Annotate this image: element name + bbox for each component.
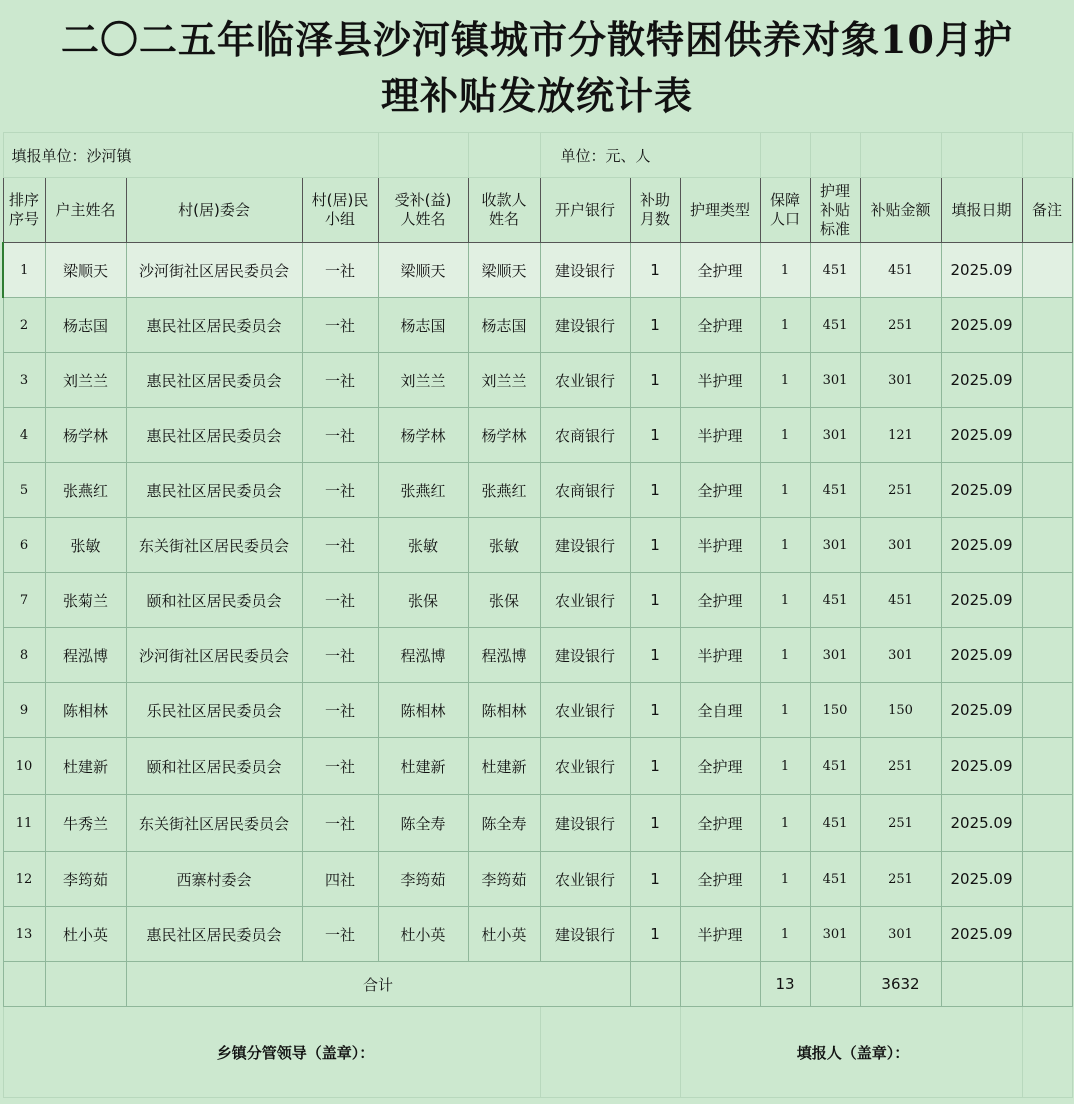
cell-bank[interactable]: 建设银行 (540, 298, 630, 353)
header-amount[interactable]: 补贴金额 (860, 178, 941, 243)
cell-bank[interactable]: 农商银行 (540, 463, 630, 518)
cell-beneficiary[interactable]: 张保 (378, 573, 468, 628)
header-payee[interactable]: 收款人 姓名 (468, 178, 540, 243)
cell-amount[interactable]: 451 (860, 243, 941, 298)
table-row (3, 298, 1072, 353)
total-label[interactable]: 合计 (126, 962, 630, 1007)
cell-committee[interactable]: 惠民社区居民委员会 (126, 907, 302, 962)
cell-amount[interactable]: 251 (860, 795, 941, 852)
cell-standard[interactable]: 451 (810, 852, 860, 907)
cell-care-type[interactable]: 全护理 (680, 795, 760, 852)
cell-standard[interactable]: 451 (810, 298, 860, 353)
cell-group[interactable]: 一社 (302, 738, 378, 795)
cell-seq[interactable]: 10 (3, 738, 45, 795)
cell-amount[interactable]: 251 (860, 852, 941, 907)
cell-group[interactable]: 一社 (302, 408, 378, 463)
cell-seq[interactable]: 4 (3, 408, 45, 463)
cell-remark[interactable] (1022, 573, 1072, 628)
cell-committee[interactable]: 颐和社区居民委员会 (126, 573, 302, 628)
cell-population[interactable]: 1 (760, 298, 810, 353)
cell-group[interactable]: 四社 (302, 852, 378, 907)
cell-date[interactable]: 2025.09 (941, 353, 1022, 408)
table-row (3, 353, 1072, 408)
cell-remark[interactable] (1022, 298, 1072, 353)
cell-amount[interactable]: 251 (860, 298, 941, 353)
cell-care-type[interactable]: 半护理 (680, 628, 760, 683)
cell-bank[interactable]: 建设银行 (540, 628, 630, 683)
cell-householder[interactable]: 牛秀兰 (45, 795, 126, 852)
cell-care-type[interactable]: 全护理 (680, 738, 760, 795)
cell-bank[interactable]: 农业银行 (540, 683, 630, 738)
cell-months[interactable]: 1 (630, 683, 680, 738)
cell-amount[interactable]: 251 (860, 463, 941, 518)
cell-seq[interactable]: 11 (3, 795, 45, 852)
table-row (3, 518, 1072, 573)
cell-seq[interactable]: 9 (3, 683, 45, 738)
cell-beneficiary[interactable]: 陈相林 (378, 683, 468, 738)
cell-date[interactable]: 2025.09 (941, 243, 1022, 298)
cell-months[interactable]: 1 (630, 738, 680, 795)
cell-population[interactable]: 1 (760, 243, 810, 298)
cell-householder[interactable]: 杨学林 (45, 408, 126, 463)
cell-amount[interactable]: 301 (860, 907, 941, 962)
header-beneficiary[interactable]: 受补(益) 人姓名 (378, 178, 468, 243)
signature-row (3, 1007, 1072, 1098)
cell-standard[interactable]: 301 (810, 353, 860, 408)
cell-date[interactable]: 2025.09 (941, 463, 1022, 518)
cell-committee[interactable]: 乐民社区居民委员会 (126, 683, 302, 738)
cell-date[interactable]: 2025.09 (941, 683, 1022, 738)
meta-row (3, 133, 1072, 178)
cell-remark[interactable] (1022, 353, 1072, 408)
table-row (3, 907, 1072, 962)
cell-population[interactable]: 1 (760, 683, 810, 738)
cell-bank[interactable]: 农商银行 (540, 408, 630, 463)
cell-seq[interactable]: 2 (3, 298, 45, 353)
cell-payee[interactable]: 程泓博 (468, 628, 540, 683)
cell-population[interactable]: 1 (760, 518, 810, 573)
cell-months[interactable]: 1 (630, 408, 680, 463)
cell-remark[interactable] (1022, 907, 1072, 962)
cell-standard[interactable]: 451 (810, 463, 860, 518)
cell-months[interactable]: 1 (630, 463, 680, 518)
cell-population[interactable]: 1 (760, 852, 810, 907)
cell-bank[interactable]: 建设银行 (540, 518, 630, 573)
cell-date[interactable]: 2025.09 (941, 795, 1022, 852)
header-months[interactable]: 补助 月数 (630, 178, 680, 243)
cell-bank[interactable]: 农业银行 (540, 353, 630, 408)
cell-months[interactable]: 1 (630, 852, 680, 907)
cell-beneficiary[interactable]: 杨学林 (378, 408, 468, 463)
cell-householder[interactable]: 杜小英 (45, 907, 126, 962)
cell-remark[interactable] (1022, 408, 1072, 463)
cell-population[interactable]: 1 (760, 907, 810, 962)
cell-seq[interactable]: 3 (3, 353, 45, 408)
title-line-1: 二〇二五年临泽县沙河镇城市分散特困供养对象10月护 (61, 17, 1013, 62)
sheet-title (0, 0, 1074, 130)
table-row (3, 463, 1072, 518)
header-date[interactable]: 填报日期 (941, 178, 1022, 243)
header-householder[interactable]: 户主姓名 (45, 178, 126, 243)
cell-date[interactable]: 2025.09 (941, 298, 1022, 353)
cell-householder[interactable]: 梁顺天 (45, 243, 126, 298)
cell-standard[interactable]: 451 (810, 795, 860, 852)
cell-beneficiary[interactable]: 杜建新 (378, 738, 468, 795)
cell-care-type[interactable]: 半护理 (680, 353, 760, 408)
cell-months[interactable]: 1 (630, 795, 680, 852)
cell-payee[interactable]: 杜建新 (468, 738, 540, 795)
cell-months[interactable]: 1 (630, 518, 680, 573)
cell-date[interactable]: 2025.09 (941, 518, 1022, 573)
cell-population[interactable]: 1 (760, 463, 810, 518)
cell-seq[interactable]: 5 (3, 463, 45, 518)
cell-care-type[interactable]: 全自理 (680, 683, 760, 738)
cell-committee[interactable]: 惠民社区居民委员会 (126, 463, 302, 518)
header-remark[interactable]: 备注 (1022, 178, 1072, 243)
cell-bank[interactable]: 农业银行 (540, 573, 630, 628)
subsidy-table (2, 132, 1073, 1098)
cell-beneficiary[interactable]: 张敏 (378, 518, 468, 573)
cell-committee[interactable]: 沙河街社区居民委员会 (126, 243, 302, 298)
cell-group[interactable]: 一社 (302, 795, 378, 852)
cell-seq[interactable]: 8 (3, 628, 45, 683)
cell-bank[interactable]: 农业银行 (540, 852, 630, 907)
cell-population[interactable]: 1 (760, 628, 810, 683)
cell-remark[interactable] (1022, 628, 1072, 683)
cell-payee[interactable]: 张燕红 (468, 463, 540, 518)
cell-group[interactable]: 一社 (302, 683, 378, 738)
header-seq[interactable]: 排序 序号 (3, 178, 45, 243)
cell-seq[interactable]: 6 (3, 518, 45, 573)
cell-standard[interactable]: 301 (810, 518, 860, 573)
cell-months[interactable]: 1 (630, 907, 680, 962)
cell-date[interactable]: 2025.09 (941, 573, 1022, 628)
cell-committee[interactable]: 颐和社区居民委员会 (126, 738, 302, 795)
cell-care-type[interactable]: 半护理 (680, 408, 760, 463)
header-care-type[interactable]: 护理类型 (680, 178, 760, 243)
cell-remark[interactable] (1022, 852, 1072, 907)
cell-standard[interactable]: 451 (810, 573, 860, 628)
cell-payee[interactable]: 杨志国 (468, 298, 540, 353)
cell-care-type[interactable]: 全护理 (680, 463, 760, 518)
cell-months[interactable]: 1 (630, 243, 680, 298)
cell-payee[interactable]: 陈全寿 (468, 795, 540, 852)
cell-remark[interactable] (1022, 243, 1072, 298)
cell-care-type[interactable]: 全护理 (680, 852, 760, 907)
cell-payee[interactable]: 刘兰兰 (468, 353, 540, 408)
filler-signature-label[interactable]: 填报人（盖章）： (680, 1007, 1022, 1098)
cell-householder[interactable]: 张敏 (45, 518, 126, 573)
cell-committee[interactable]: 沙河街社区居民委员会 (126, 628, 302, 683)
cell-standard[interactable]: 301 (810, 907, 860, 962)
cell-householder[interactable]: 杜建新 (45, 738, 126, 795)
table-row (3, 628, 1072, 683)
total-row (3, 962, 1072, 1007)
cell-amount[interactable]: 301 (860, 353, 941, 408)
cell-care-type[interactable]: 全护理 (680, 243, 760, 298)
cell-bank[interactable]: 建设银行 (540, 243, 630, 298)
table-row (3, 408, 1072, 463)
cell-standard[interactable]: 301 (810, 408, 860, 463)
cell-group[interactable]: 一社 (302, 353, 378, 408)
header-committee[interactable]: 村(居)委会 (126, 178, 302, 243)
cell-months[interactable]: 1 (630, 628, 680, 683)
leader-signature-label[interactable]: 乡镇分管领导（盖章）： (3, 1007, 540, 1098)
cell-beneficiary[interactable]: 张燕红 (378, 463, 468, 518)
cell-months[interactable]: 1 (630, 298, 680, 353)
cell-standard[interactable]: 451 (810, 243, 860, 298)
cell-group[interactable]: 一社 (302, 298, 378, 353)
cell-seq[interactable]: 1 (3, 243, 45, 298)
cell-group[interactable]: 一社 (302, 573, 378, 628)
total-amount[interactable]: 3632 (860, 962, 941, 1007)
cell-remark[interactable] (1022, 795, 1072, 852)
cell-beneficiary[interactable]: 程泓博 (378, 628, 468, 683)
table-row (3, 852, 1072, 907)
cell-amount[interactable]: 251 (860, 738, 941, 795)
cell-care-type[interactable]: 全护理 (680, 298, 760, 353)
cell-committee[interactable]: 东关街社区居民委员会 (126, 518, 302, 573)
units-label[interactable]: 单位：元、人 (540, 133, 760, 178)
cell-remark[interactable] (1022, 463, 1072, 518)
cell-householder[interactable]: 杨志国 (45, 298, 126, 353)
cell-group[interactable]: 一社 (302, 243, 378, 298)
cell-payee[interactable]: 李筠茹 (468, 852, 540, 907)
cell-amount[interactable]: 301 (860, 518, 941, 573)
cell-seq[interactable]: 12 (3, 852, 45, 907)
cell-seq[interactable]: 7 (3, 573, 45, 628)
cell-date[interactable]: 2025.09 (941, 852, 1022, 907)
cell-beneficiary[interactable]: 杨志国 (378, 298, 468, 353)
cell-householder[interactable]: 张菊兰 (45, 573, 126, 628)
cell-householder[interactable]: 程泓博 (45, 628, 126, 683)
cell-householder[interactable]: 刘兰兰 (45, 353, 126, 408)
cell-payee[interactable]: 杜小英 (468, 907, 540, 962)
cell-bank[interactable]: 农业银行 (540, 738, 630, 795)
cell-date[interactable]: 2025.09 (941, 408, 1022, 463)
table-row (3, 573, 1072, 628)
cell-payee[interactable]: 杨学林 (468, 408, 540, 463)
cell-bank[interactable]: 建设银行 (540, 795, 630, 852)
cell-standard[interactable]: 150 (810, 683, 860, 738)
cell-amount[interactable]: 150 (860, 683, 941, 738)
cell-bank[interactable]: 建设银行 (540, 907, 630, 962)
cell-care-type[interactable]: 全护理 (680, 573, 760, 628)
cell-months[interactable]: 1 (630, 353, 680, 408)
cell-remark[interactable] (1022, 683, 1072, 738)
cell-payee[interactable]: 张保 (468, 573, 540, 628)
header-population[interactable]: 保障 人口 (760, 178, 810, 243)
table-row (3, 243, 1072, 298)
total-population[interactable]: 13 (760, 962, 810, 1007)
header-group[interactable]: 村(居)民 小组 (302, 178, 378, 243)
cell-householder[interactable]: 张燕红 (45, 463, 126, 518)
cell-householder[interactable]: 李筠茹 (45, 852, 126, 907)
cell-beneficiary[interactable]: 杜小英 (378, 907, 468, 962)
cell-months[interactable]: 1 (630, 573, 680, 628)
header-standard[interactable]: 护理 补贴 标准 (810, 178, 860, 243)
cell-beneficiary[interactable]: 陈全寿 (378, 795, 468, 852)
cell-committee[interactable]: 惠民社区居民委员会 (126, 408, 302, 463)
title-line-2: 理补贴发放统计表 (380, 73, 693, 118)
cell-standard[interactable]: 301 (810, 628, 860, 683)
cell-population[interactable]: 1 (760, 408, 810, 463)
cell-beneficiary[interactable]: 李筠茹 (378, 852, 468, 907)
cell-care-type[interactable]: 半护理 (680, 518, 760, 573)
table-row (3, 738, 1072, 795)
header-bank[interactable]: 开户银行 (540, 178, 630, 243)
unit-label[interactable]: 填报单位：沙河镇 (3, 133, 378, 178)
cell-date[interactable]: 2025.09 (941, 907, 1022, 962)
cell-committee[interactable]: 惠民社区居民委员会 (126, 298, 302, 353)
cell-date[interactable]: 2025.09 (941, 628, 1022, 683)
cell-care-type[interactable]: 半护理 (680, 907, 760, 962)
table-row (3, 795, 1072, 852)
cell-committee[interactable]: 西寨村委会 (126, 852, 302, 907)
cell-seq[interactable]: 13 (3, 907, 45, 962)
cell-standard[interactable]: 451 (810, 738, 860, 795)
cell-group[interactable]: 一社 (302, 628, 378, 683)
cell-committee[interactable]: 东关街社区居民委员会 (126, 795, 302, 852)
cell-beneficiary[interactable]: 刘兰兰 (378, 353, 468, 408)
cell-payee[interactable]: 张敏 (468, 518, 540, 573)
cell-payee[interactable]: 梁顺天 (468, 243, 540, 298)
cell-committee[interactable]: 惠民社区居民委员会 (126, 353, 302, 408)
cell-group[interactable]: 一社 (302, 463, 378, 518)
cell-population[interactable]: 1 (760, 353, 810, 408)
table-row (3, 683, 1072, 738)
header-row (3, 178, 1072, 243)
cell-amount[interactable]: 301 (860, 628, 941, 683)
cell-population[interactable]: 1 (760, 573, 810, 628)
cell-payee[interactable]: 陈相林 (468, 683, 540, 738)
cell-beneficiary[interactable]: 梁顺天 (378, 243, 468, 298)
cell-group[interactable]: 一社 (302, 518, 378, 573)
cell-remark[interactable] (1022, 518, 1072, 573)
cell-population[interactable]: 1 (760, 795, 810, 852)
cell-householder[interactable]: 陈相林 (45, 683, 126, 738)
cell-amount[interactable]: 121 (860, 408, 941, 463)
cell-date[interactable]: 2025.09 (941, 738, 1022, 795)
cell-remark[interactable] (1022, 738, 1072, 795)
cell-amount[interactable]: 451 (860, 573, 941, 628)
cell-group[interactable]: 一社 (302, 907, 378, 962)
cell-population[interactable]: 1 (760, 738, 810, 795)
